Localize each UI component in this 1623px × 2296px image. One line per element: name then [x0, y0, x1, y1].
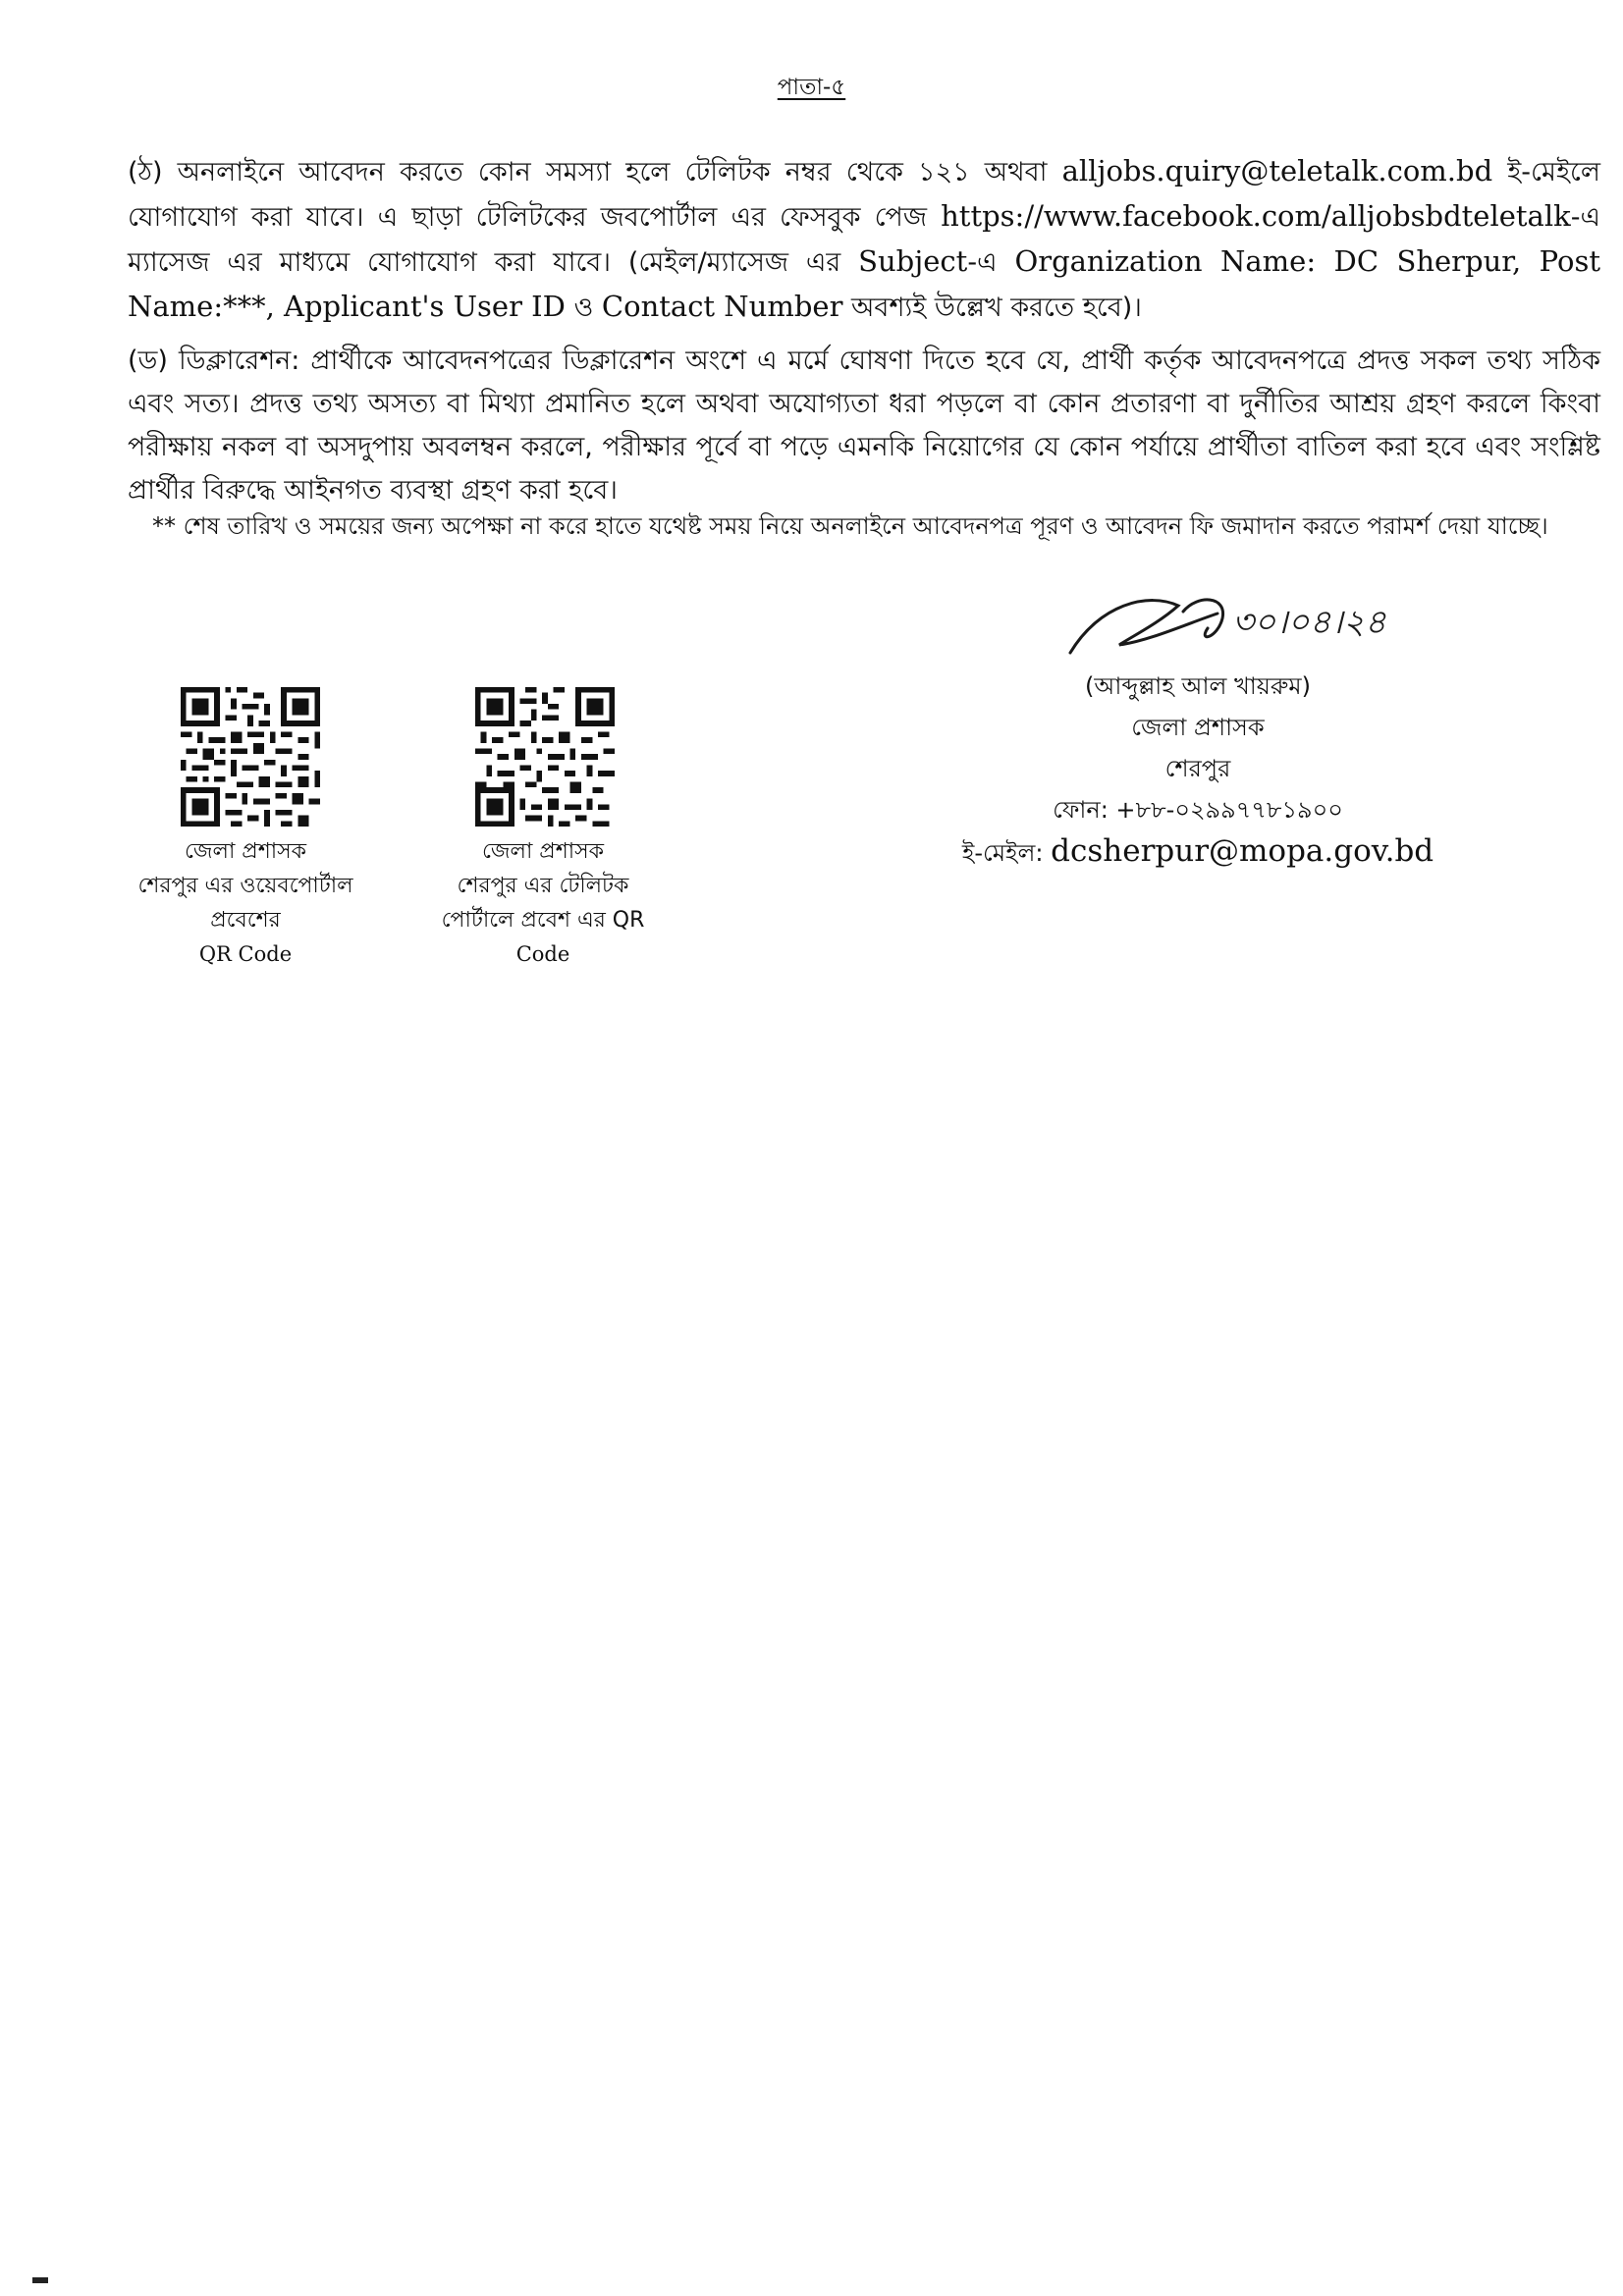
signatory-phone	[874, 789, 1522, 830]
email-address[interactable]: dcsherpur@mopa.gov.bd	[1051, 833, 1434, 869]
page-number	[0, 69, 1623, 107]
qr-code-teletalk	[475, 687, 615, 827]
signatory-title: জেলা প্রশাসক	[1131, 714, 1265, 741]
contact-paragraph	[128, 149, 1600, 330]
phone-label: ফোন:	[1053, 796, 1116, 824]
deadline-note: ** শেষ তারিখ ও সময়ের জন্য অপেক্ষা না করে হাতে যথেষ্ট সময় নিয়ে অনলাইনে আবেদনপত্র পূরণ ও আবেদন ফি জমাদান করতে পরামর্শ দেয়া যাচ্ছে।	[152, 512, 1548, 540]
contact-prefix: (ঠ) অনলাইনে আবেদন করতে কোন সমস্যা হলে টেলিটক নম্বর থেকে ১২১ অথবা	[128, 157, 1062, 187]
signatory-block	[874, 666, 1522, 874]
qr-caption-line1: জেলা প্রশাসক	[184, 839, 307, 864]
qr-code-icon	[475, 687, 615, 827]
qr-caption-line4: QR Code	[198, 942, 293, 966]
qr-caption-line3: প্রবেশের	[210, 908, 281, 933]
contact-mid4: ও	[565, 293, 602, 323]
scan-mark	[32, 2277, 48, 2283]
qr-caption-line4: Code	[515, 942, 570, 966]
signature-date: ৩০।০৪।২৪	[1232, 603, 1386, 642]
qr-caption-line1: জেলা প্রশাসক	[481, 839, 605, 864]
contact-mid2: -এ ম্যাসেজ এর মাধ্যমে যোগাযোগ করা যাবে। (মেইল/ম্যাসেজ এর	[128, 202, 1600, 278]
qr-code-webportal	[181, 687, 320, 827]
qr-caption-line3: পোর্টালে প্রবেশ এর QR	[441, 908, 645, 933]
signatory-name: (আব্দুল্লাহ আল খায়রুম)	[1085, 672, 1311, 700]
subject-details: Organization Name: DC Sherpur, Post Name:***, Applicant's User ID	[128, 244, 1600, 323]
contact-number-label: Contact Number	[601, 290, 843, 323]
qr-code-icon	[181, 687, 320, 827]
signatory-district: শেরপুর	[1164, 755, 1231, 782]
page-number-text: পাতা-৫	[777, 75, 846, 100]
facebook-link[interactable]: https://www.facebook.com/alljobsbdteletalk	[941, 199, 1571, 233]
contact-mid3: -এ	[967, 247, 1015, 278]
signatory-email	[874, 830, 1522, 874]
qr-caption-line2: শেরপুর এর টেলিটক	[457, 874, 629, 898]
support-email-link[interactable]: alljobs.quiry@teletalk.com.bd	[1061, 154, 1493, 187]
declaration-paragraph: (ড) ডিক্লারেশন: প্রার্থীকে আবেদনপত্রের ডিক্লারেশন অংশে এ মর্মে ঘোষণা দিতে হবে যে, প্রার্থী কর্তৃক আবেদনপত্রে প্রদত্ত সকল তথ্য সঠিক এবং সত্য। প্রদত্ত তথ্য অসত্য বা মিথ্যা প্রমানিত হলে অথবা অযোগ্যতা ধরা পড়লে বা কোন প্রতারণা বা দুর্নীতির আশ্রয় গ্রহণ করলে কিংবা পরীক্ষায় নকল বা অসদুপায় অবলম্বন করলে, পরীক্ষার পূর্বে বা পড়ে এমনকি নিয়োগের যে কোন পর্যায়ে প্রার্থীতা বাতিল করা হবে এবং সংশ্লিষ্ট প্রার্থীর বিরুদ্ধে আইনগত ব্যবস্থা গ্রহণ করা হবে।	[128, 346, 1600, 506]
contact-mid1: ই-মেইলে যোগাযোগ করা যাবে। এ ছাড়া টেলিটকের জবপোর্টাল এর ফেসবুক পেজ	[128, 157, 1601, 233]
phone-number: +৮৮-০২৯৯৭৭৮১৯০০	[1115, 796, 1343, 824]
signature	[1060, 584, 1414, 672]
email-label: ই-মেইল:	[961, 839, 1052, 867]
qr-caption-webportal	[113, 834, 378, 972]
subject-label: Subject	[858, 244, 968, 278]
contact-suffix: অবশ্যই উল্লেখ করতে হবে)।	[842, 293, 1142, 323]
qr-caption-line2: শেরপুর এর ওয়েবপোর্টাল	[137, 874, 353, 898]
qr-caption-teletalk	[410, 834, 676, 972]
signature-scribble	[1060, 584, 1414, 672]
